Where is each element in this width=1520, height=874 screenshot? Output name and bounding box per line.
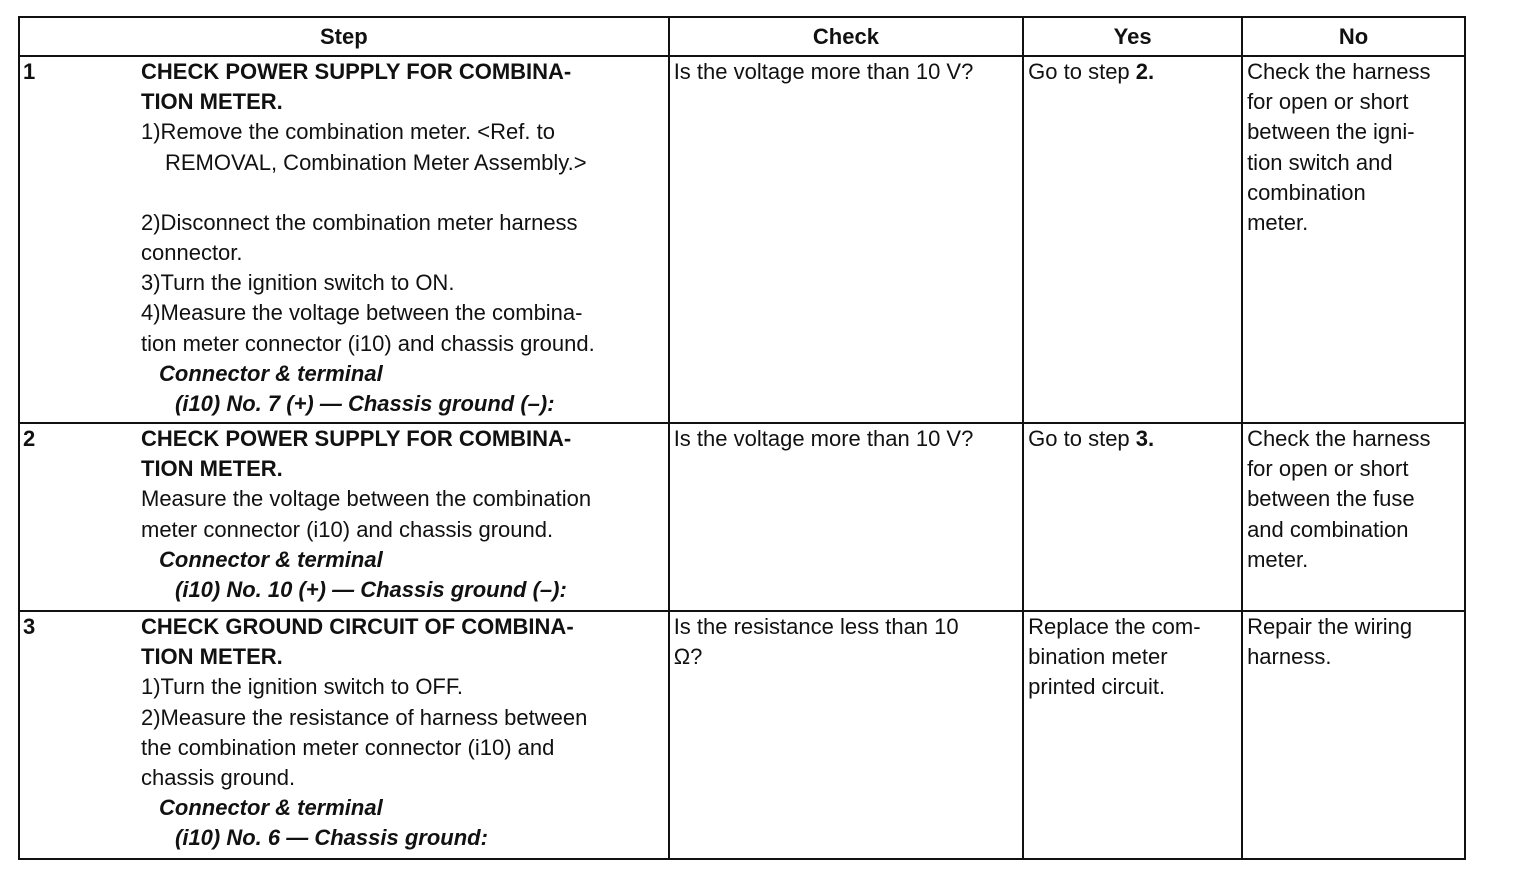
step-cell xyxy=(19,423,669,611)
yes-text xyxy=(1024,424,1241,454)
header-no: No xyxy=(1242,17,1465,56)
connector-label: Connector & terminal xyxy=(159,795,383,821)
check-cell xyxy=(669,611,1023,859)
yes-step-ref: 3. xyxy=(1135,426,1155,451)
yes-cell xyxy=(1023,423,1242,611)
step-instruction: 2)Measure the resistance of harness between xyxy=(141,704,588,730)
connector-value: (i10) No. 6 — Chassis ground: xyxy=(175,825,488,851)
check-text: Is the resistance less than 10 Ω? xyxy=(673,614,959,670)
connector-value: (i10) No. 10 (+) — Chassis ground (–): xyxy=(175,577,567,603)
step-instruction: tion meter connector (i10) and chassis ground. xyxy=(141,330,595,356)
step-instruction: 1)Remove the combination meter. <Ref. to xyxy=(141,119,555,145)
step-instruction: 2)Disconnect the combination meter harness xyxy=(141,209,578,235)
connector-label: Connector & terminal xyxy=(159,360,383,386)
yes-prefix: Go to step xyxy=(1028,426,1136,451)
check-text: Is the voltage more than 10 V? xyxy=(673,59,974,84)
no-cell xyxy=(1242,611,1465,859)
step-title: CHECK GROUND CIRCUIT OF COMBINA- TION METER. xyxy=(141,614,574,670)
yes-cell xyxy=(1023,56,1242,423)
diagnosis-table xyxy=(18,16,1466,860)
table-row xyxy=(19,611,1465,859)
step-instruction: meter connector (i10) and chassis ground. xyxy=(141,516,554,542)
step-number: 2 xyxy=(23,426,36,451)
step-instruction: Measure the voltage between the combination xyxy=(141,486,592,512)
table-row xyxy=(19,423,1465,611)
no-cell xyxy=(1242,423,1465,611)
step-cell xyxy=(19,611,669,859)
header-check: Check xyxy=(669,17,1023,56)
yes-text: Replace the com- bination meter printed circuit. xyxy=(1028,614,1201,700)
step-instruction: connector. xyxy=(141,240,243,266)
step-number: 3 xyxy=(23,614,36,639)
no-text: Repair the wiring harness. xyxy=(1247,614,1413,670)
connector-label: Connector & terminal xyxy=(159,546,383,572)
step-instruction: the combination meter connector (i10) and xyxy=(141,734,555,760)
check-cell xyxy=(669,423,1023,611)
step-title: CHECK POWER SUPPLY FOR COMBINA- TION METER. xyxy=(141,59,572,115)
yes-cell xyxy=(1023,611,1242,859)
step-number: 1 xyxy=(23,59,36,84)
no-cell xyxy=(1242,56,1465,423)
connector-value: (i10) No. 7 (+) — Chassis ground (–): xyxy=(175,391,555,417)
step-instruction: 4)Measure the voltage between the combina- xyxy=(141,300,583,326)
step-instruction: REMOVAL, Combination Meter Assembly.> xyxy=(165,149,587,175)
check-cell xyxy=(669,56,1023,423)
no-text: Check the harness for open or short between the fuse and combination meter. xyxy=(1247,426,1431,572)
step-instruction: 1)Turn the ignition switch to OFF. xyxy=(141,674,463,700)
header-row xyxy=(19,17,1465,56)
check-text: Is the voltage more than 10 V? xyxy=(673,426,974,451)
step-title: CHECK POWER SUPPLY FOR COMBINA- TION METER. xyxy=(141,426,572,482)
spacer xyxy=(141,178,664,208)
yes-prefix: Go to step xyxy=(1028,59,1136,84)
header-yes: Yes xyxy=(1023,17,1242,56)
no-text: Check the harness for open or short between the igni- tion switch and combination meter. xyxy=(1247,59,1431,236)
step-instruction: 3)Turn the ignition switch to ON. xyxy=(141,270,455,296)
step-cell xyxy=(19,56,669,423)
yes-step-ref: 2. xyxy=(1135,59,1155,84)
step-instruction: chassis ground. xyxy=(141,765,296,791)
table-row xyxy=(19,56,1465,423)
header-step: Step xyxy=(19,17,669,56)
yes-text xyxy=(1024,57,1241,87)
